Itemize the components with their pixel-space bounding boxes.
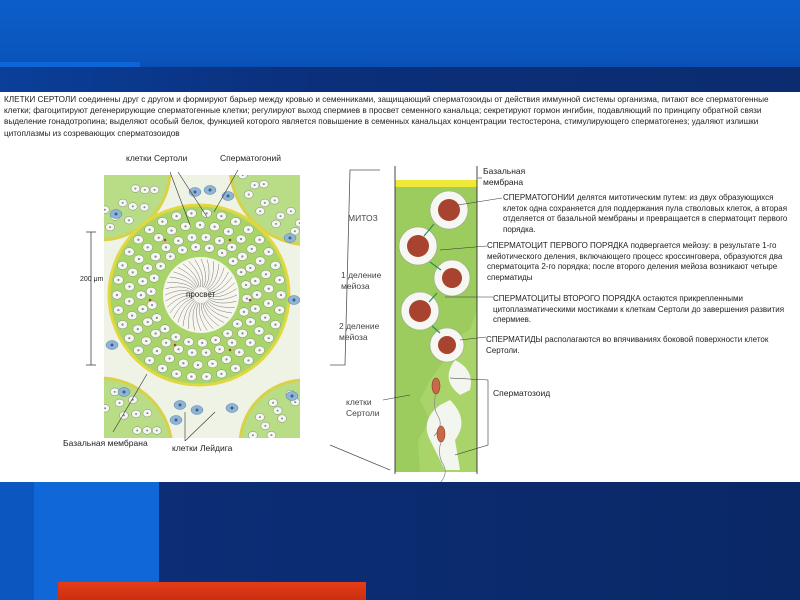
header-dark-strip — [0, 67, 800, 92]
label-sertoli-middle: клетки Сертоли — [346, 397, 380, 418]
label-leydig-cells: клетки Лейдига — [172, 443, 233, 453]
header-band — [0, 0, 800, 92]
footer-blue-left — [0, 482, 34, 600]
label-lumen: просвет — [186, 290, 216, 299]
slide-content — [0, 92, 800, 482]
note-spermatid: СПЕРМАТИДЫ располагаются во впячиваниях боковой поверхности клеток Сертоли. — [486, 335, 769, 355]
epithelium-detail — [395, 166, 477, 482]
label-spermatogonium: Сперматогоний — [220, 153, 281, 163]
label-meiosis-2: 2 деление мейоза — [339, 321, 380, 342]
label-basal-membrane: Базальная мембрана — [63, 438, 148, 448]
footer-band — [0, 482, 800, 600]
label-meiosis-1: 1 деление мейоза — [341, 270, 382, 291]
note-spermatogonia: СПЕРМАТОГОНИИ делятся митотическим путем: из двух образующихся клеток одна сохраняется для поддержания пула стволовых клеток, а вторая отделяется от базальной мембраны и превращается в сперматоцит первого порядка. — [503, 193, 788, 234]
intro-text: КЛЕТКИ СЕРТОЛИ соединены друг с другом и формируют барьер между кровью и семенниками, защищающий сперматозоиды от действия иммунной системы организма, питают все сперматогенные клетки; фагоцитируют дегенерирующие сперматогенные клетки; регулируют выход спермиев в просвет семенного канальца; секретируют гормон ингибин, подавляющий по принципу обратной связи выделение гонадотропина; выделяют особый белок, функцией которого является повышение в семенных канальцах концентрации тестостерона, стимулирующего сперматогенез; удаляют излишки цитоплазмы из созревающих сперматозоидов — [4, 95, 769, 138]
tubule-cross-section — [0, 92, 800, 482]
label-spermatozoon: Сперматозоид — [493, 388, 551, 398]
note-spermatocyte-1: СПЕРМАТОЦИТ ПЕРВОГО ПОРЯДКА подвергается мейозу: в результате 1-го мейотического деления, включающего процесс кроссинговера, образуются два сперматоцита 2-го порядка; после второго деления мейоза возникают четыре сперматиды — [487, 241, 783, 282]
label-sertoli-cells: клетки Сертоли — [126, 153, 188, 163]
label-basal-membrane-right: Базальная мембрана — [483, 166, 526, 187]
label-scale: 200 μm — [80, 276, 104, 283]
note-spermatocyte-2: СПЕРМАТОЦИТЫ ВТОРОГО ПОРЯДКА остаются прикрепленными цитоплазматическими мостиками к клеткам Сертоли до завершения развития спермиев. — [493, 294, 785, 325]
footer-red-bar — [58, 582, 366, 600]
label-mitosis: МИТОЗ — [348, 213, 378, 223]
